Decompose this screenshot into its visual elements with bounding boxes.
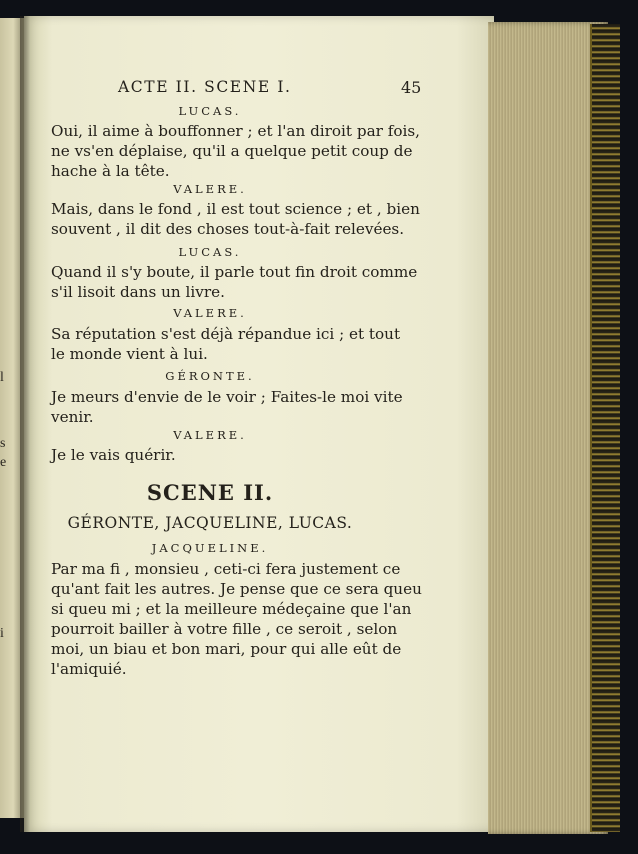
text-line: souvent , il dit des choses tout-à-fait relevées. <box>51 220 405 238</box>
text-line: s'il lisoit dans un livre. <box>51 283 225 301</box>
text-line: qu'ant fait les autres. Je pense que ce sera queu <box>51 580 422 598</box>
text-line: venir. <box>51 408 94 426</box>
text-line: moi, un biau et bon mari, pour qui alle eût de <box>51 640 402 658</box>
text-line: ne vs'en déplaise, qu'il a quelque petit coup de <box>51 142 413 160</box>
speaker-name: LUCAS. <box>178 104 242 118</box>
left-page-fragment: s <box>0 436 6 451</box>
text-line: Je meurs d'envie de le voir ; Faites-le moi vite <box>51 388 403 406</box>
text-line: Quand il s'y boute, il parle tout fin droit comme <box>51 263 418 281</box>
scene-heading: SCENE II. <box>146 480 274 505</box>
speaker-name: LUCAS. <box>178 245 242 259</box>
speaker-name: GÉRONTE. <box>165 369 255 383</box>
text-line: Sa réputation s'est déjà répandue ici ; et tout <box>51 325 401 343</box>
text-line: l'amiquié. <box>51 660 127 678</box>
page-gutter-shadow <box>20 16 30 832</box>
text-line: Mais, dans le fond , il est tout science ; et , bien <box>51 200 420 218</box>
text-line: hache à la tête. <box>51 162 170 180</box>
text-line: Par ma fi , monsieu , ceti-ci fera justement ce <box>51 560 401 578</box>
text-line: Je le vais quérir. <box>51 446 176 464</box>
speaker-name: VALERE. <box>173 428 247 442</box>
speaker-name: VALERE. <box>173 306 247 320</box>
speaker-name: VALERE. <box>173 182 247 196</box>
left-page-fragment: i <box>0 626 4 641</box>
text-line: Oui, il aime à bouffonner ; et l'an diroit par fois, <box>51 122 420 140</box>
speaker-name: JACQUELINE. <box>151 541 269 555</box>
text-line: si queu mi ; et la meilleure médeçaine que l'an <box>51 600 412 618</box>
scene-characters: GÉRONTE, JACQUELINE, LUCAS. <box>67 514 353 532</box>
left-page-fragment: l <box>0 370 4 385</box>
running-title: ACTE II. SCENE I. <box>118 78 292 96</box>
text-line: pourroit bailler à votre fille , ce seroit , selon <box>51 620 398 638</box>
left-page-fragment: e <box>0 455 7 470</box>
book-cover-edge <box>590 24 620 832</box>
text-line: le monde vient à lui. <box>51 345 208 363</box>
page-number: 45 <box>401 78 422 97</box>
